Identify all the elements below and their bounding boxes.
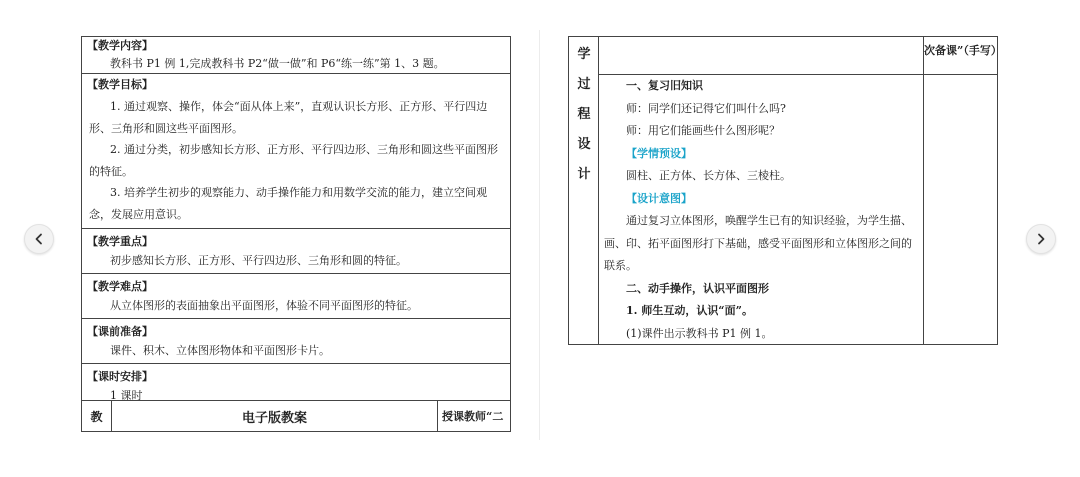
lesson-plan-left-page: [81, 36, 511, 432]
key-points-section: [82, 229, 510, 274]
subsection-heading: 1. 师生互动，认识“面”。: [626, 304, 753, 317]
text-line: 师：用它们能画些什么图形呢？: [626, 124, 780, 137]
section-text: 从立体图形的表面抽象出平面图形，体验不同平面图形的特征。: [110, 299, 418, 312]
footer-cell: 教: [82, 401, 112, 431]
section-title: 【教学重点】: [87, 235, 153, 248]
section-text: 初步感知长方形、正方形、平行四边形、三角形和圆的特征。: [110, 254, 407, 267]
side-label-char: 学: [577, 47, 591, 62]
side-label-char: 设: [577, 137, 591, 152]
side-label-column: [569, 37, 599, 344]
highlight-label: 【学情预设】: [626, 146, 692, 160]
page-divider: [539, 30, 540, 440]
section-title: 【课时安排】: [87, 370, 153, 383]
section-text: 课件、积木、立体图形物体和平面图形卡片。: [110, 344, 330, 357]
preparation-section: [82, 319, 510, 364]
section-title: 【教学目标】: [87, 78, 153, 91]
schedule-section: [82, 364, 510, 402]
section-title: 【教学内容】: [87, 39, 153, 52]
text-line: 圆柱、正方体、长方体、三棱柱。: [626, 169, 791, 182]
process-design-content: [599, 75, 923, 345]
chevron-right-icon: [1035, 233, 1047, 245]
text-line: (1)课件出示教科书 P1 例 1。: [626, 326, 773, 340]
goal-item: 3. 培养学生初步的观察能力、动手操作能力和用数学交流的能力，建立空间观念，发展应用意识。: [89, 186, 487, 221]
section-heading: 二、动手操作，认识平面图形: [626, 281, 769, 295]
lesson-plan-right-page: [568, 36, 1002, 345]
text-paragraph: 通过复习立体图形，唤醒学生已有的知识经验，为学生描、画、印、拓平面图形打下基础，感受平面图形和立体图形之间的联系。: [604, 214, 912, 272]
notes-column-header: 次备课”（手写）: [924, 44, 1002, 57]
footer-title: 电子版教案: [112, 401, 438, 431]
table-footer-row: [82, 400, 510, 431]
goal-item: 2. 通过分类，初步感知长方形、正方形、平行四边形、三角形和圆这些平面图形的特征。: [89, 143, 498, 178]
difficulties-section: [82, 274, 510, 319]
teaching-goals-section: [82, 74, 510, 229]
section-text: 教科书 P1 例 1,完成教科书 P2“做一做”和 P6“练一练”第 1、3 题。: [110, 57, 445, 70]
section-text: 1 课时: [110, 389, 143, 402]
side-label-char: 计: [577, 167, 591, 182]
goal-item: 1. 通过观察、操作，体会“面从体上来”，直观认识长方形、正方形、平行四边形、三角形和圆这些平面图形。: [89, 100, 488, 135]
teaching-content-section: [82, 37, 510, 74]
side-label-char: 程: [577, 107, 591, 122]
previous-page-button[interactable]: [24, 224, 54, 254]
next-page-button[interactable]: [1026, 224, 1056, 254]
footer-cell: 授课教师“二: [442, 410, 504, 423]
section-title: 【教学难点】: [87, 280, 153, 293]
chevron-left-icon: [33, 233, 45, 245]
text-line: 师：同学们还记得它们叫什么吗?: [626, 101, 786, 115]
section-title: 【课前准备】: [87, 325, 153, 338]
side-label-char: 过: [577, 77, 591, 92]
highlight-label: 【设计意图】: [626, 191, 692, 205]
section-heading: 一、复习旧知识: [626, 79, 703, 92]
notes-column: [923, 37, 1002, 344]
